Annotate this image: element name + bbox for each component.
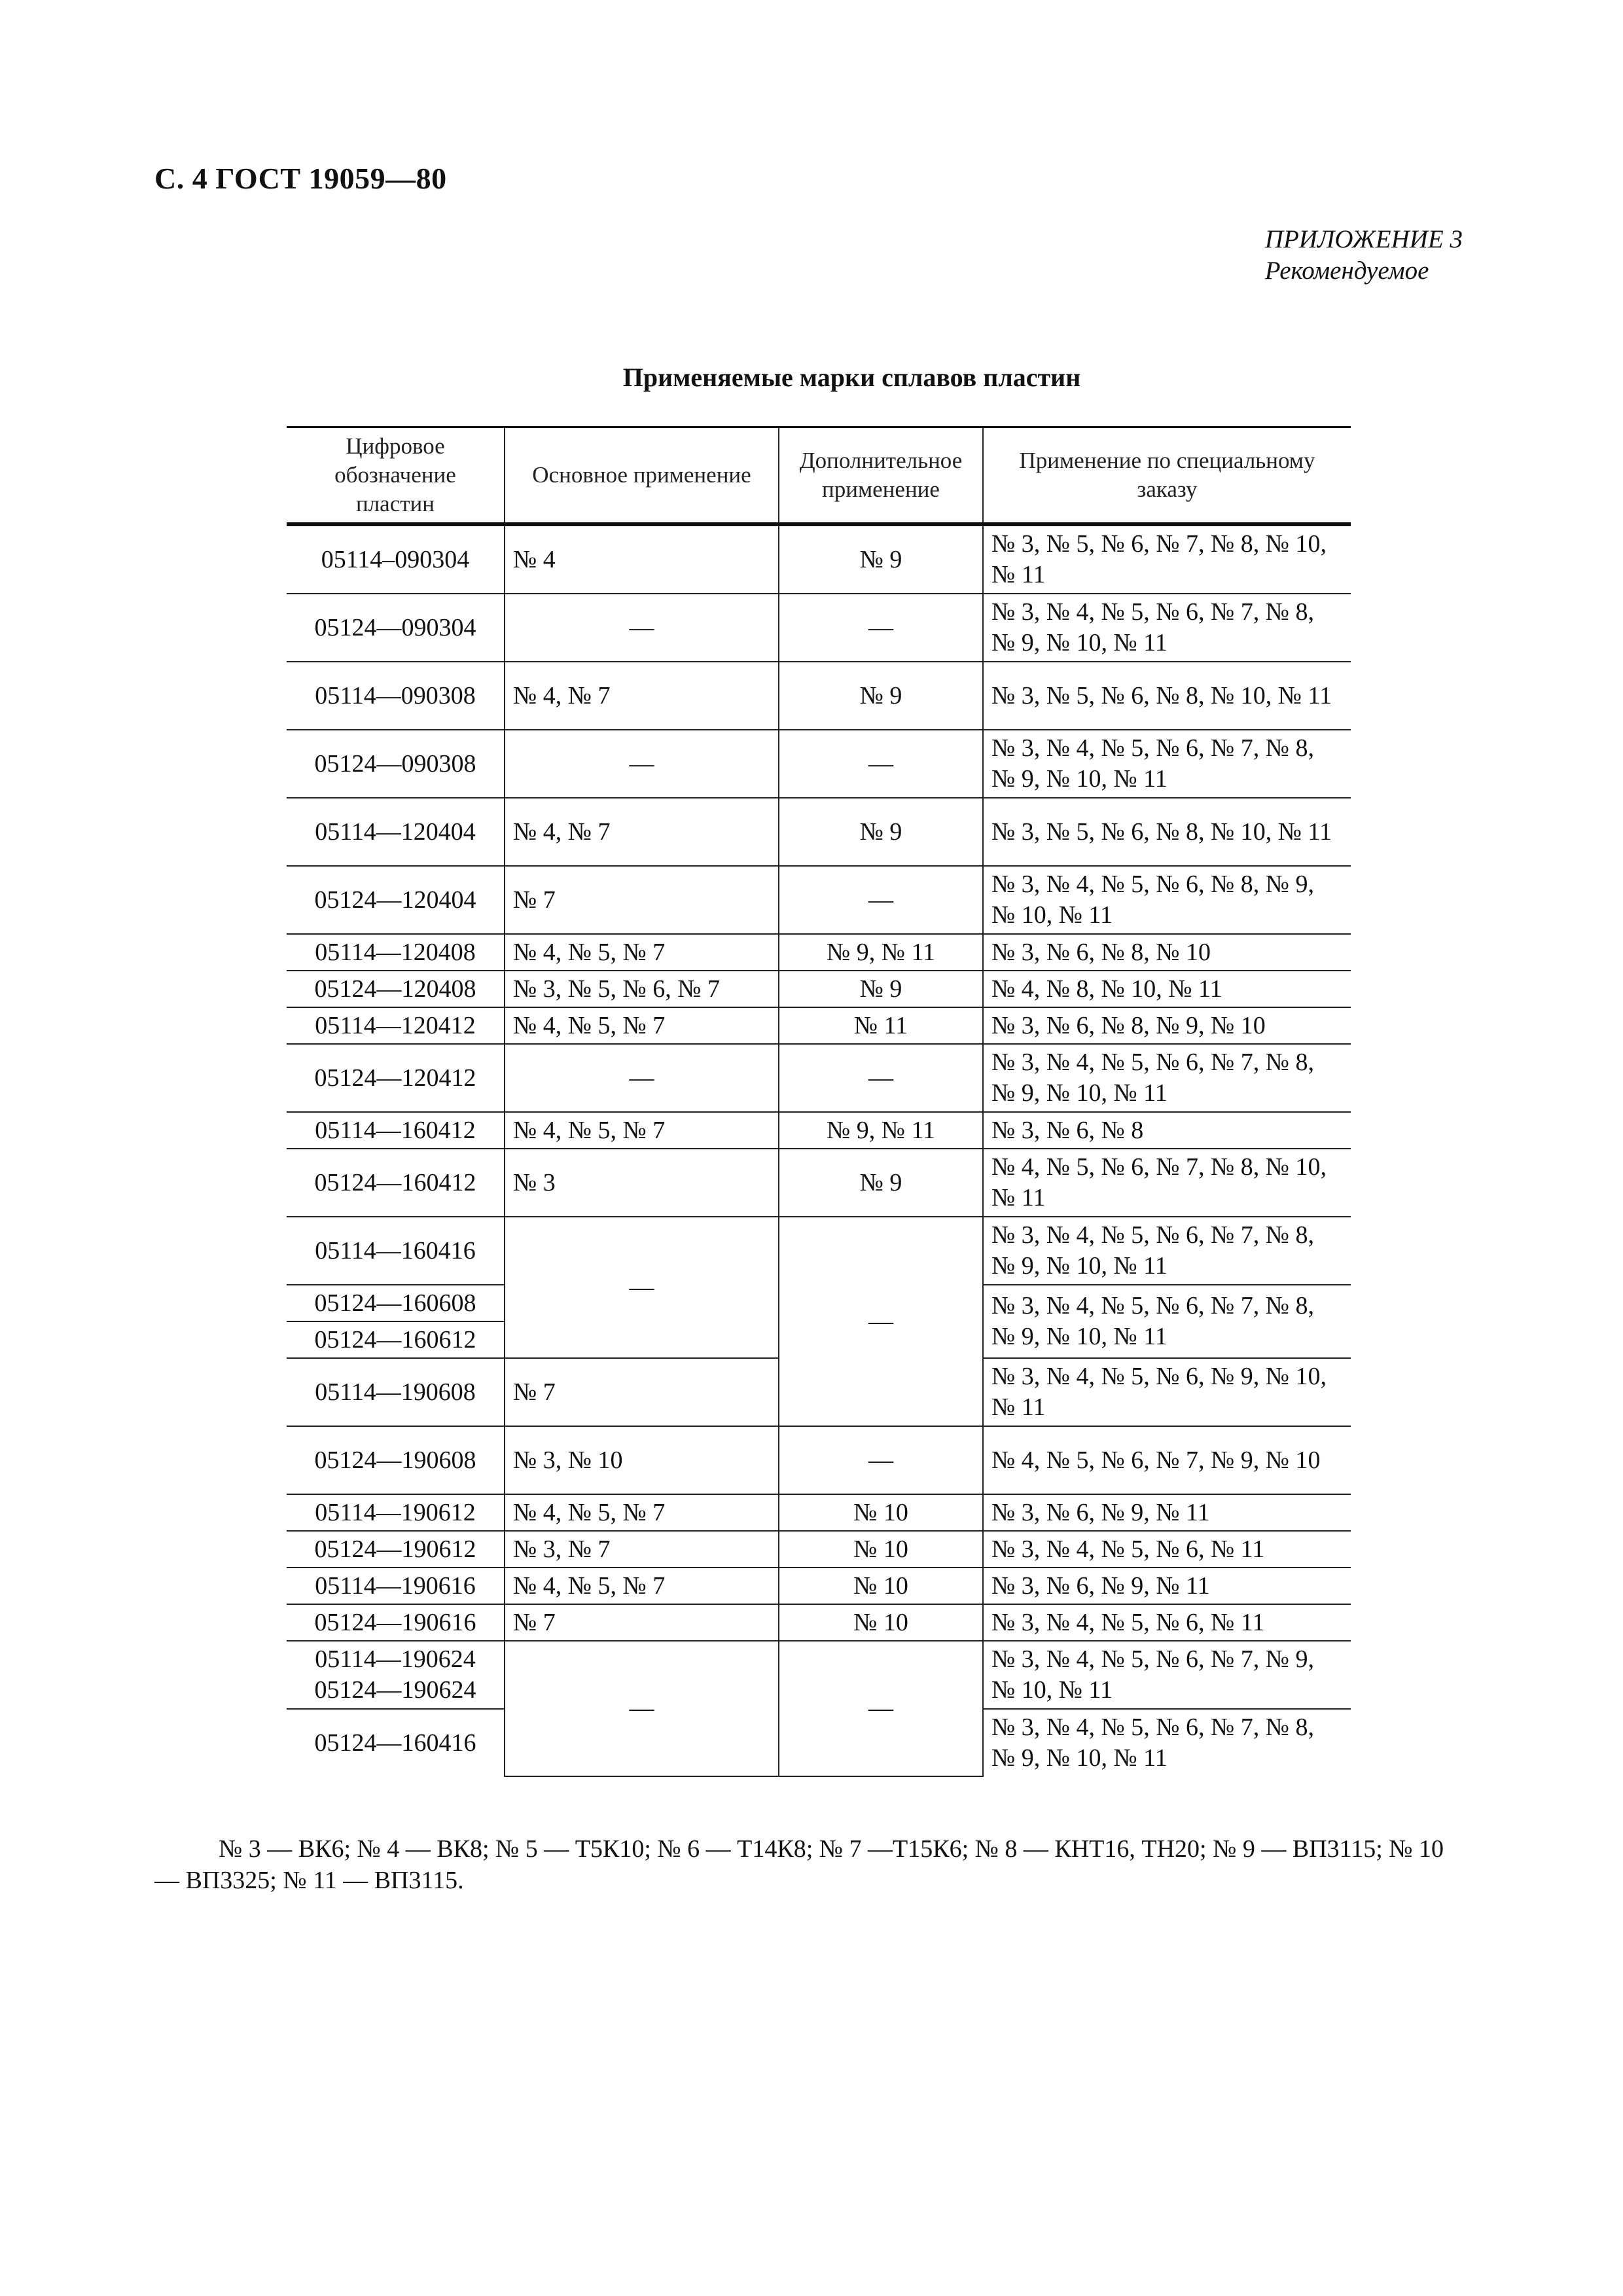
cell-special: № 3, № 4, № 5, № 6, № 7, № 8, № 9, № 10, № 11 <box>983 594 1351 662</box>
cell-extra: № 10 <box>779 1494 983 1531</box>
table-row <box>287 594 1351 662</box>
header-special: Применение по специальному заказу <box>983 427 1351 525</box>
cell-extra: № 9 <box>779 662 983 730</box>
cell-special: № 3, № 4, № 5, № 6, № 8, № 9, № 10, № 11 <box>983 866 1351 934</box>
cell-extra: № 10 <box>779 1604 983 1641</box>
cell-extra: — <box>779 594 983 662</box>
cell-basic: № 4 <box>505 524 779 594</box>
cell-extra: № 9 <box>779 798 983 866</box>
footnote-text: № 3 — ВК6; № 4 — ВК8; № 5 — Т5К10; № 6 — Т14К8; № 7 —Т15К6; № 8 — КНТ16, ТН20; № 9 — ВП3115; № 10 — ВП3325; № 11 — ВП3115. <box>154 1835 1444 1894</box>
cell-extra: — <box>779 1044 983 1112</box>
cell-extra-merged: — <box>779 1641 983 1776</box>
cell-code: 05114–090304 <box>287 524 505 594</box>
alloy-grades-table <box>287 426 1351 1777</box>
table-row <box>287 1531 1351 1568</box>
table-row <box>287 934 1351 971</box>
cell-extra: — <box>779 1426 983 1494</box>
cell-code-double <box>287 1641 505 1709</box>
table-row <box>287 1568 1351 1604</box>
cell-code: 05124—160608 <box>287 1285 505 1321</box>
cell-code-line: 05114—190624 <box>315 1645 476 1673</box>
table-row <box>287 1217 1351 1285</box>
cell-extra: № 9, № 11 <box>779 934 983 971</box>
cell-special: № 3, № 6, № 9, № 11 <box>983 1494 1351 1531</box>
cell-special-merged: № 3, № 4, № 5, № 6, № 7, № 8, № 9, № 10, № 11 <box>983 1285 1351 1358</box>
cell-basic-merged: — <box>505 1641 779 1776</box>
cell-basic: № 4, № 5, № 7 <box>505 1007 779 1044</box>
cell-basic: № 4, № 5, № 7 <box>505 934 779 971</box>
cell-basic: № 7 <box>505 866 779 934</box>
cell-extra: № 11 <box>779 1007 983 1044</box>
cell-code: 05114—120412 <box>287 1007 505 1044</box>
cell-special: № 3, № 6, № 8, № 9, № 10 <box>983 1007 1351 1044</box>
cell-special: № 3, № 4, № 5, № 6, № 7, № 8, № 9, № 10, № 11 <box>983 1709 1351 1776</box>
cell-special: № 3, № 6, № 9, № 11 <box>983 1568 1351 1604</box>
cell-code: 05114—090308 <box>287 662 505 730</box>
cell-extra-merged: — <box>779 1217 983 1426</box>
cell-special: № 3, № 5, № 6, № 7, № 8, № 10, № 11 <box>983 524 1351 594</box>
cell-special: № 4, № 5, № 6, № 7, № 9, № 10 <box>983 1426 1351 1494</box>
table-title: Применяемые марки сплавов пластин <box>622 363 1081 392</box>
cell-code: 05124—190616 <box>287 1604 505 1641</box>
cell-basic: — <box>505 1044 779 1112</box>
cell-basic: № 3, № 10 <box>505 1426 779 1494</box>
cell-extra: № 10 <box>779 1568 983 1604</box>
appendix-block <box>1265 224 1463 287</box>
table-row <box>287 1641 1351 1709</box>
table-row <box>287 662 1351 730</box>
cell-code: 05124—120408 <box>287 971 505 1007</box>
cell-basic: № 7 <box>505 1358 779 1426</box>
cell-special: № 3, № 5, № 6, № 8, № 10, № 11 <box>983 662 1351 730</box>
cell-basic: — <box>505 730 779 798</box>
cell-code: 05114—190608 <box>287 1358 505 1426</box>
cell-code: 05114—190616 <box>287 1568 505 1604</box>
cell-basic: № 3, № 5, № 6, № 7 <box>505 971 779 1007</box>
table-row <box>287 798 1351 866</box>
cell-basic: № 4, № 7 <box>505 662 779 730</box>
table-row <box>287 1007 1351 1044</box>
table-row <box>287 524 1351 594</box>
cell-special: № 3, № 4, № 5, № 6, № 9, № 10, № 11 <box>983 1358 1351 1426</box>
cell-code: 05124—120412 <box>287 1044 505 1112</box>
header-code: Цифровое обозначение пластин <box>287 427 505 525</box>
cell-basic: № 4, № 7 <box>505 798 779 866</box>
table-row <box>287 866 1351 934</box>
cell-code: 05114—190612 <box>287 1494 505 1531</box>
cell-code: 05114—120408 <box>287 934 505 971</box>
header-extra: Дополнительное применение <box>779 427 983 525</box>
table-row <box>287 730 1351 798</box>
cell-code: 05114—120404 <box>287 798 505 866</box>
cell-extra: № 9 <box>779 1149 983 1217</box>
cell-code: 05124—160412 <box>287 1149 505 1217</box>
cell-special: № 3, № 6, № 8, № 10 <box>983 934 1351 971</box>
cell-special: № 4, № 5, № 6, № 7, № 8, № 10, № 11 <box>983 1149 1351 1217</box>
cell-code: 05124—190612 <box>287 1531 505 1568</box>
cell-code-line: 05124—190624 <box>314 1676 476 1704</box>
header-basic: Основное применение <box>505 427 779 525</box>
cell-basic: № 7 <box>505 1604 779 1641</box>
cell-special: № 3, № 4, № 5, № 6, № 7, № 9, № 10, № 11 <box>983 1641 1351 1709</box>
footnote <box>154 1833 1470 1896</box>
table-row <box>287 1604 1351 1641</box>
cell-code: 05124—160416 <box>287 1709 505 1776</box>
page-header: С. 4 ГОСТ 19059—80 <box>154 162 447 195</box>
cell-special: № 3, № 4, № 5, № 6, № 7, № 8, № 9, № 10, № 11 <box>983 730 1351 798</box>
cell-extra: — <box>779 730 983 798</box>
cell-code: 05124—090308 <box>287 730 505 798</box>
cell-basic: № 3, № 7 <box>505 1531 779 1568</box>
cell-special: № 3, № 4, № 5, № 6, № 11 <box>983 1604 1351 1641</box>
cell-basic: — <box>505 594 779 662</box>
cell-code: 05124—120404 <box>287 866 505 934</box>
cell-special: № 4, № 8, № 10, № 11 <box>983 971 1351 1007</box>
cell-special: № 3, № 4, № 5, № 6, № 7, № 8, № 9, № 10, № 11 <box>983 1044 1351 1112</box>
cell-extra: № 9 <box>779 971 983 1007</box>
appendix-label: ПРИЛОЖЕНИЕ 3 <box>1264 225 1463 253</box>
cell-basic-merged: — <box>505 1217 779 1358</box>
appendix-status: Рекомендуемое <box>1264 257 1429 285</box>
cell-basic: № 3 <box>505 1149 779 1217</box>
table-header-row <box>287 427 1351 525</box>
cell-code: 05114—160416 <box>287 1217 505 1285</box>
cell-code: 05124—090304 <box>287 594 505 662</box>
cell-code: 05124—160612 <box>287 1321 505 1358</box>
cell-extra: № 10 <box>779 1531 983 1568</box>
table-row <box>287 1112 1351 1149</box>
cell-special: № 3, № 4, № 5, № 6, № 7, № 8, № 9, № 10, № 11 <box>983 1217 1351 1285</box>
table-row <box>287 1494 1351 1531</box>
cell-basic: № 4, № 5, № 7 <box>505 1112 779 1149</box>
cell-basic: № 4, № 5, № 7 <box>505 1568 779 1604</box>
table-row <box>287 1044 1351 1112</box>
cell-code: 05114—160412 <box>287 1112 505 1149</box>
table-row <box>287 971 1351 1007</box>
table-row <box>287 1149 1351 1217</box>
cell-code: 05124—190608 <box>287 1426 505 1494</box>
table-row <box>287 1426 1351 1494</box>
cell-extra: — <box>779 866 983 934</box>
cell-basic: № 4, № 5, № 7 <box>505 1494 779 1531</box>
cell-special: № 3, № 6, № 8 <box>983 1112 1351 1149</box>
cell-extra: № 9, № 11 <box>779 1112 983 1149</box>
cell-special: № 3, № 4, № 5, № 6, № 11 <box>983 1531 1351 1568</box>
cell-special: № 3, № 5, № 6, № 8, № 10, № 11 <box>983 798 1351 866</box>
cell-extra: № 9 <box>779 524 983 594</box>
